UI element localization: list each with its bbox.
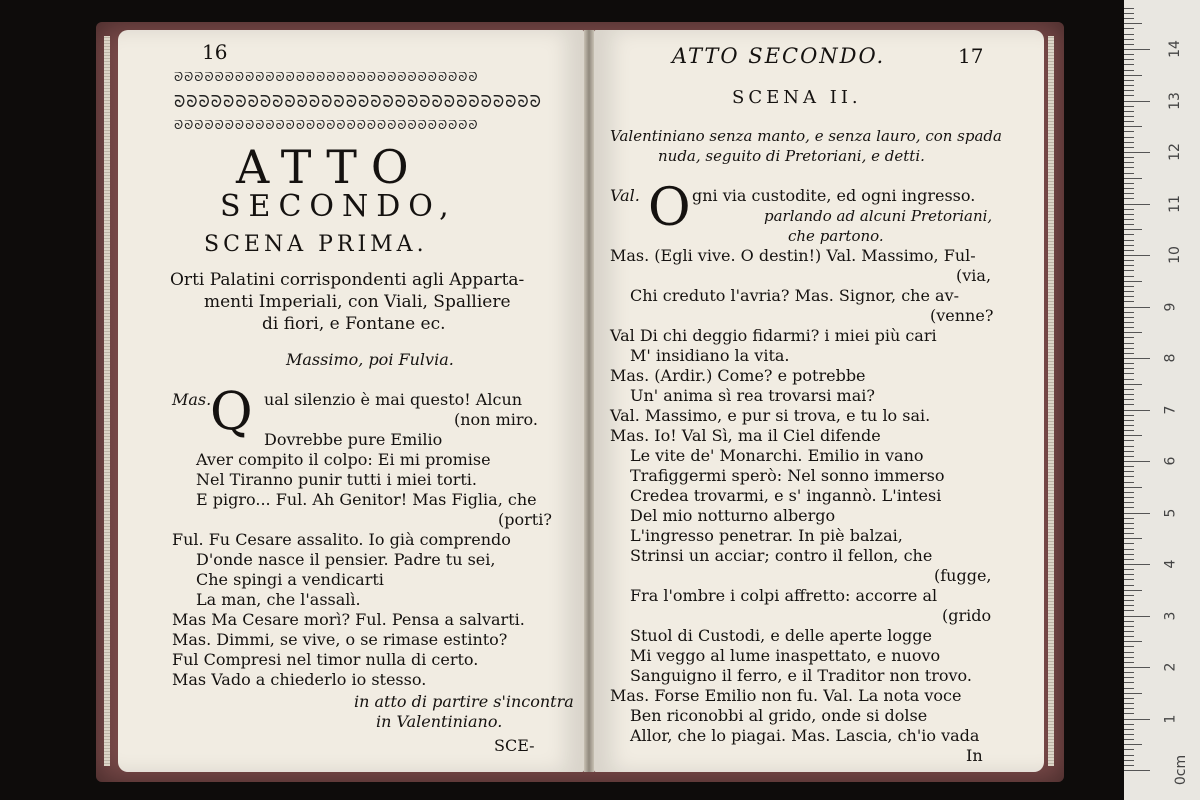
ruler-tick — [1124, 265, 1134, 266]
ruler-tick — [1124, 631, 1134, 632]
ruler-tick — [1124, 549, 1134, 550]
ruler-tick — [1124, 564, 1150, 565]
ruler-tick — [1124, 703, 1134, 704]
ruler-tick — [1124, 28, 1134, 29]
verse-line: Del mio notturno albergo — [630, 506, 836, 525]
ruler-tick — [1124, 368, 1134, 369]
ruler-tick — [1124, 523, 1134, 524]
ruler-tick — [1124, 420, 1134, 421]
ruler-tick — [1124, 353, 1134, 354]
verse-line: Credea trovarmi, e s' ingannò. L'intesi — [630, 486, 942, 505]
ruler-tick — [1124, 482, 1134, 483]
ruler-number: 1 — [1162, 714, 1179, 723]
verse-line: (non miro. — [454, 410, 538, 429]
verse-line: L'ingresso penetrar. In piè balzai, — [630, 526, 903, 545]
verse-line: Fra l'ombre i colpi affretto: accorre al — [630, 586, 938, 605]
ruler-tick — [1124, 389, 1134, 390]
ruler-tick — [1124, 157, 1134, 158]
ruler-tick — [1124, 698, 1134, 699]
verse-line: Allor, che lo piagai. Mas. Lascia, ch'io vada — [630, 726, 980, 745]
ruler-tick — [1124, 373, 1134, 374]
ruler-tick — [1124, 394, 1134, 395]
stage-direction-2: in Valentiniano. — [376, 712, 503, 731]
verse-line: M' insidiano la vita. — [630, 346, 790, 365]
ruler-number: 6 — [1162, 456, 1179, 466]
ruler-tick — [1124, 600, 1134, 601]
ruler-tick — [1124, 585, 1134, 586]
ruler-tick — [1124, 744, 1142, 745]
verse-line: Mas. (Egli vive. O destin!) Val. Massimo, Ful- — [610, 246, 976, 265]
ruler-tick — [1124, 147, 1134, 148]
ruler-tick — [1124, 358, 1150, 359]
ruler-tick — [1124, 64, 1134, 65]
ruler-tick — [1124, 379, 1134, 380]
ruler-number: 13 — [1166, 91, 1183, 110]
ruler-tick — [1124, 173, 1134, 174]
speaker-label: Val. — [610, 186, 640, 205]
ruler-tick — [1124, 415, 1134, 416]
ruler-tick — [1124, 142, 1134, 143]
ruler-tick — [1124, 317, 1134, 318]
page-number-left: 16 — [202, 40, 228, 64]
ruler-tick — [1124, 13, 1134, 14]
ruler-tick — [1124, 497, 1134, 498]
ruler-tick — [1124, 605, 1134, 606]
ruler-tick — [1124, 101, 1150, 102]
ruler-tick — [1124, 34, 1134, 35]
verse-line: Val. Massimo, e pur si trova, e tu lo sai. — [610, 406, 931, 425]
stage-intro-2: nuda, seguito di Pretoriani, e detti. — [658, 147, 925, 165]
left-page — [118, 30, 584, 772]
ruler-tick — [1124, 281, 1142, 282]
page-number-right: 17 — [958, 44, 984, 68]
ruler-tick — [1124, 677, 1134, 678]
verse-line: (porti? — [498, 510, 552, 529]
ruler-tick — [1124, 693, 1142, 694]
ruler-tick — [1124, 106, 1134, 107]
ruler-tick — [1124, 240, 1134, 241]
ruler-tick — [1124, 183, 1134, 184]
book-gutter — [584, 30, 594, 772]
ruler-tick — [1124, 204, 1150, 205]
ruler-tick — [1124, 507, 1134, 508]
characters: Massimo, poi Fulvia. — [286, 350, 454, 369]
verse-line: gni via custodite, ed ogni ingresso. — [692, 186, 976, 205]
ruler-tick — [1124, 760, 1134, 761]
verse-line: Ful Compresi nel timor nulla di certo. — [172, 650, 479, 669]
scene-heading: SCENA II. — [732, 87, 862, 108]
ruler-tick — [1124, 713, 1134, 714]
verse-line: Che spingi a vendicarti — [196, 570, 384, 589]
ruler-tick — [1124, 456, 1134, 457]
page-edges-left — [104, 36, 110, 766]
ruler-number: 9 — [1162, 302, 1179, 311]
ruler-tick — [1124, 188, 1134, 189]
ruler-tick — [1124, 75, 1142, 76]
ruler-tick — [1124, 296, 1134, 297]
ruler-tick — [1124, 543, 1134, 544]
ruler-number: 0cm — [1173, 754, 1190, 786]
ruler-tick — [1124, 569, 1134, 570]
ruler-tick — [1124, 322, 1134, 323]
setting-line-2: menti Imperiali, con Viali, Spalliere — [204, 292, 511, 312]
ruler-tick — [1124, 513, 1150, 514]
verse-line: Sanguigno il ferro, e il Traditor non trovo. — [630, 666, 972, 685]
ruler-tick — [1124, 332, 1142, 333]
ruler-tick — [1124, 755, 1134, 756]
verse-line: La man, che l'assalì. — [196, 590, 361, 609]
ruler-tick — [1124, 54, 1134, 55]
ruler-number: 10 — [1166, 246, 1183, 264]
ruler-tick — [1124, 574, 1134, 575]
ruler-tick — [1124, 636, 1134, 637]
ruler-tick — [1124, 224, 1134, 225]
ruler-number: 4 — [1162, 559, 1179, 569]
ruler-number: 2 — [1162, 662, 1179, 672]
verse-line: ual silenzio è mai questo! Alcun — [264, 390, 523, 409]
ruler-tick — [1124, 219, 1134, 220]
ruler-tick — [1124, 255, 1150, 256]
ruler-tick — [1124, 770, 1150, 771]
verse-line: Le vite de' Monarchi. Emilio in vano — [630, 446, 924, 465]
ruler-tick — [1124, 70, 1134, 71]
ruler-tick — [1124, 80, 1134, 81]
ruler-tick — [1124, 724, 1134, 725]
drop-cap-left: Q — [210, 382, 253, 442]
running-head: ATTO SECONDO. — [672, 44, 886, 68]
verse-line: Mi veggo al lume inaspettato, e nuovo — [630, 646, 941, 665]
ruler-tick — [1124, 270, 1134, 271]
page-edges-right — [1048, 36, 1054, 766]
verse-line: Chi creduto l'avria? Mas. Signor, che av- — [630, 286, 960, 305]
verse-line: Ben riconobbi al grido, onde si dolse — [630, 706, 928, 725]
verse-line: (grido — [942, 606, 992, 625]
ruler-tick — [1124, 399, 1134, 400]
speaker-label: Mas. — [172, 390, 212, 409]
ruler-tick — [1124, 528, 1134, 529]
verse-line: (venne? — [930, 306, 994, 325]
ruler-tick — [1124, 95, 1134, 96]
ruler-tick — [1124, 641, 1142, 642]
ruler-tick — [1124, 682, 1134, 683]
ruler-tick — [1124, 657, 1134, 658]
ruler-tick — [1124, 451, 1134, 452]
ruler-tick — [1124, 116, 1134, 117]
verse-line: Mas. Dimmi, se vive, o se rimase estinto? — [172, 630, 508, 649]
ruler-tick — [1124, 435, 1142, 436]
ruler-tick — [1124, 621, 1134, 622]
ruler-tick — [1124, 461, 1150, 462]
ruler-tick — [1124, 198, 1134, 199]
ruler-tick — [1124, 276, 1134, 277]
ruler-tick — [1124, 90, 1134, 91]
verse-line: Strinsi un acciar; contro il fellon, che — [630, 546, 933, 565]
ruler-tick — [1124, 559, 1134, 560]
ruler-tick — [1124, 214, 1134, 215]
ruler-tick — [1124, 688, 1134, 689]
ruler-tick — [1124, 162, 1134, 163]
ruler-tick — [1124, 610, 1134, 611]
verse-line: Stuol di Custodi, e delle aperte logge — [630, 626, 932, 645]
ruler-number: 5 — [1162, 508, 1179, 517]
ruler-tick — [1124, 209, 1134, 210]
verse-line: Ful. Fu Cesare assalito. Io già comprendo — [172, 530, 511, 549]
ruler-tick — [1124, 327, 1134, 328]
ruler-tick — [1124, 425, 1134, 426]
ruler-tick — [1124, 229, 1142, 230]
verse-line: Mas Ma Cesare morì? Ful. Pensa a salvarti. — [172, 610, 525, 629]
ruler-tick — [1124, 719, 1150, 720]
catchword: SCE- — [494, 736, 535, 755]
ruler-tick — [1124, 672, 1134, 673]
ruler-tick — [1124, 363, 1134, 364]
ruler-number: 14 — [1166, 40, 1183, 58]
verse-line: E pigro... Ful. Ah Genitor! Mas Figlia, che — [196, 490, 537, 509]
ruler-tick — [1124, 708, 1134, 709]
measuring-ruler — [1124, 0, 1200, 800]
verse-line: Dovrebbe pure Emilio — [264, 430, 443, 449]
ruler-tick — [1124, 250, 1134, 251]
ruler-tick — [1124, 430, 1134, 431]
verse-line: (via, — [956, 266, 992, 285]
ruler-number: 7 — [1162, 405, 1179, 414]
verse-line: Mas. Forse Emilio non fu. Val. La nota voce — [610, 686, 962, 705]
act-subtitle: SECONDO, — [220, 189, 457, 224]
ruler-tick — [1124, 301, 1134, 302]
ruler-tick — [1124, 579, 1134, 580]
ruler-tick — [1124, 307, 1150, 308]
ruler-tick — [1124, 39, 1134, 40]
ruler-tick — [1124, 137, 1134, 138]
ruler-tick — [1124, 476, 1134, 477]
setting-line-1: Orti Palatini corrispondenti agli Apparta- — [170, 270, 525, 290]
ruler-tick — [1124, 291, 1134, 292]
ruler-tick — [1124, 492, 1134, 493]
ruler-tick — [1124, 178, 1142, 179]
ruler-tick — [1124, 131, 1134, 132]
ruler-number: 11 — [1166, 194, 1183, 213]
ruler-tick — [1124, 234, 1134, 235]
ruler-tick — [1124, 343, 1134, 344]
ruler-tick — [1124, 85, 1134, 86]
ornament-row-2: ᘐᘐᘐᘐᘐᘐᘐᘐᘐᘐᘐᘐᘐᘐᘐᘐᘐᘐᘐᘐᘐᘐᘐᘐᘐᘐᘐᘐᘐᘐ — [174, 94, 542, 110]
verse-line: Mas Vado a chiederlo io stesso. — [172, 670, 427, 689]
ruler-tick — [1124, 111, 1134, 112]
ruler-tick — [1124, 446, 1134, 447]
ruler-tick — [1124, 734, 1134, 735]
verse-line: Mas. Io! Val Sì, ma il Ciel difende — [610, 426, 881, 445]
ruler-tick — [1124, 739, 1134, 740]
ruler-tick — [1124, 667, 1150, 668]
ruler-tick — [1124, 18, 1134, 19]
ruler-tick — [1124, 167, 1134, 168]
ruler-tick — [1124, 646, 1134, 647]
ruler-tick — [1124, 193, 1134, 194]
ornament-row-1: ᘐᘐᘐᘐᘐᘐᘐᘐᘐᘐᘐᘐᘐᘐᘐᘐᘐᘐᘐᘐᘐᘐᘐᘐᘐᘐᘐᘐᘐᘐ — [174, 72, 479, 84]
ruler-number: 12 — [1166, 143, 1183, 161]
ruler-number: 3 — [1162, 611, 1179, 620]
ruler-tick — [1124, 749, 1134, 750]
verse-line: (fugge, — [934, 566, 992, 585]
ruler-tick — [1124, 518, 1134, 519]
right-page — [594, 30, 1044, 772]
ruler-tick — [1124, 554, 1134, 555]
ruler-tick — [1124, 348, 1134, 349]
ruler-tick — [1124, 8, 1134, 9]
ruler-number: 8 — [1162, 353, 1179, 363]
verse-line: Val Di chi deggio fidarmi? i miei più cari — [610, 326, 937, 345]
ruler-tick — [1124, 626, 1134, 627]
ruler-tick — [1124, 152, 1150, 153]
stage-intro-1: Valentiniano senza manto, e senza lauro, con spada — [610, 127, 1002, 145]
ruler-tick — [1124, 440, 1134, 441]
ruler-tick — [1124, 49, 1150, 50]
scene-title: SCENA PRIMA. — [204, 232, 428, 257]
verse-line: D'onde nasce il pensier. Padre tu sei, — [196, 550, 496, 569]
ruler-tick — [1124, 487, 1142, 488]
ruler-tick — [1124, 590, 1142, 591]
ruler-tick — [1124, 260, 1134, 261]
ruler-tick — [1124, 765, 1134, 766]
catchword-right: In — [966, 746, 983, 765]
ruler-tick — [1124, 337, 1134, 338]
ruler-tick — [1124, 538, 1142, 539]
verse-line: Nel Tiranno punir tutti i miei torti. — [196, 470, 477, 489]
drop-cap-right: O — [648, 178, 691, 238]
ruler-tick — [1124, 245, 1134, 246]
ruler-tick — [1124, 23, 1142, 24]
stage-direction-1: in atto di partire s'incontra — [354, 692, 574, 711]
verse-line: che partono. — [788, 227, 884, 245]
ruler-tick — [1124, 384, 1142, 385]
ruler-tick — [1124, 662, 1134, 663]
ruler-tick — [1124, 126, 1142, 127]
ruler-tick — [1124, 286, 1134, 287]
setting-line-3: di fiori, e Fontane ec. — [262, 314, 446, 334]
ruler-tick — [1124, 121, 1134, 122]
ruler-tick — [1124, 44, 1134, 45]
ruler-tick — [1124, 595, 1134, 596]
ruler-tick — [1124, 652, 1134, 653]
ruler-tick — [1124, 616, 1150, 617]
ornament-row-3: ᘐᘐᘐᘐᘐᘐᘐᘐᘐᘐᘐᘐᘐᘐᘐᘐᘐᘐᘐᘐᘐᘐᘐᘐᘐᘐᘐᘐᘐᘐ — [174, 120, 479, 132]
ruler-tick — [1124, 502, 1134, 503]
ruler-tick — [1124, 471, 1134, 472]
verse-line: Mas. (Ardir.) Come? e potrebbe — [610, 366, 866, 385]
ruler-tick — [1124, 410, 1150, 411]
verse-line: Aver compito il colpo: Ei mi promise — [196, 450, 491, 469]
verse-line: parlando ad alcuni Pretoriani, — [764, 207, 993, 225]
ruler-tick — [1124, 533, 1134, 534]
verse-line: Trafiggermi sperò: Nel sonno immerso — [630, 466, 945, 485]
ruler-tick — [1124, 466, 1134, 467]
ruler-tick — [1124, 729, 1134, 730]
ruler-tick — [1124, 404, 1134, 405]
verse-line: Un' anima sì rea trovarsi mai? — [630, 386, 875, 405]
ruler-tick — [1124, 312, 1134, 313]
ruler-tick — [1124, 59, 1134, 60]
act-title: ATTO — [236, 140, 423, 194]
